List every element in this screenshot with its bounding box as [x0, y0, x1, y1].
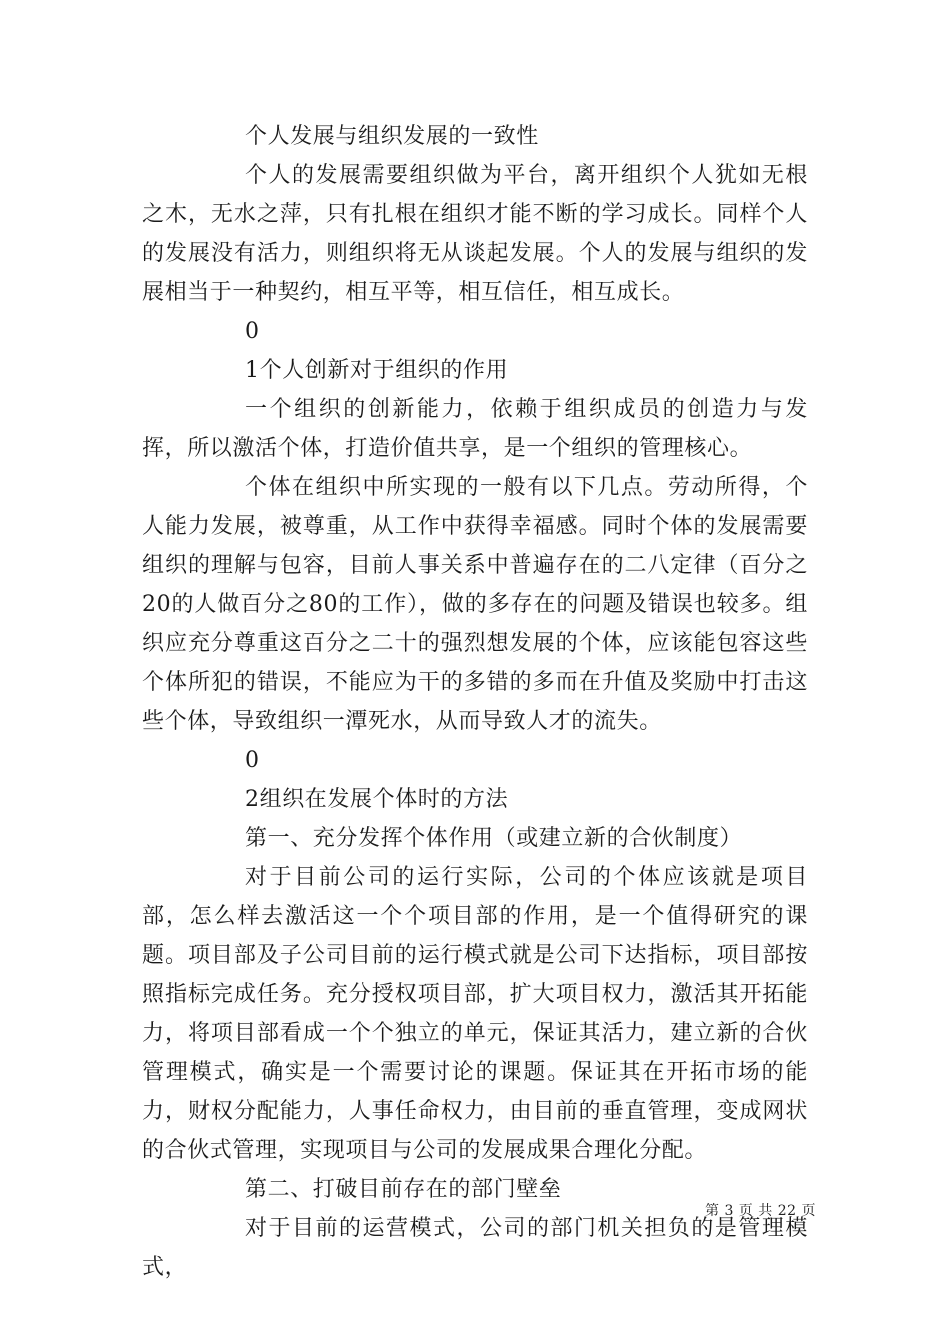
paragraph-project-department: 对于目前公司的运行实际，公司的个体应该就是项目部，怎么样去激活这一个个项目部的作用，是一个值得研究的课题。项目部及子公司目前的运行模式就是公司下达指标，项目部按照指标完成任务。充分授权项目部，扩大项目权力，激活其开拓能力，将项目部看成一个个独立的单元，保证其活力，建立新的合伙管理模式，确实是一个需要讨论的课题。保证其在开拓市场的能力，财权分配能力，人事任命权力，由目前的垂直管理，变成网状的合伙式管理，实现项目与公司的发展成果合理化分配。	[142, 865, 808, 1163]
document-body	[142, 117, 808, 1287]
paragraph-consistency: 个人的发展需要组织做为平台，离开组织个人犹如无根之木，无水之萍，只有扎根在组织才能不断的学习成长。同样个人的发展没有活力，则组织将无从谈起发展。个人的发展与组织的发展相当于一种契约，相互平等，相互信任，相互成长。	[142, 163, 808, 305]
page-number: 第 3 页 共 22 页	[705, 1203, 816, 1219]
section-heading-innovation: 1个人创新对于组织的作用	[245, 358, 509, 383]
subheading-first: 第一、充分发挥个体作用（或建立新的合伙制度）	[245, 826, 743, 851]
paragraph-individual: 个体在组织中所实现的一般有以下几点。劳动所得，个人能力发展，被尊重，从工作中获得幸福感。同时个体的发展需要组织的理解与包容，目前人事关系中普遍存在的二八定律（百分之20的人做百分之80的工作），做的多存在的问题及错误也较多。组织应充分尊重这百分之二十的强烈想发展的个体，应该能包容这些个体所犯的错误，不能应为干的多错的多而在升值及奖励中打击这些个体，导致组织一潭死水，从而导致人才的流失。	[142, 475, 808, 734]
section-heading-methods: 2组织在发展个体时的方法	[245, 787, 509, 812]
section-marker: 0	[245, 748, 259, 773]
section-marker: 0	[245, 319, 259, 344]
paragraph-operation-mode: 对于目前的运营模式，公司的部门机关担负的是管理模式，	[142, 1216, 808, 1280]
subheading-second: 第二、打破目前存在的部门壁垒	[245, 1177, 562, 1202]
section-heading-consistency: 个人发展与组织发展的一致性	[245, 124, 539, 149]
paragraph-innovation: 一个组织的创新能力，依赖于组织成员的创造力与发挥，所以激活个体，打造价值共享，是一个组织的管理核心。	[142, 397, 808, 461]
